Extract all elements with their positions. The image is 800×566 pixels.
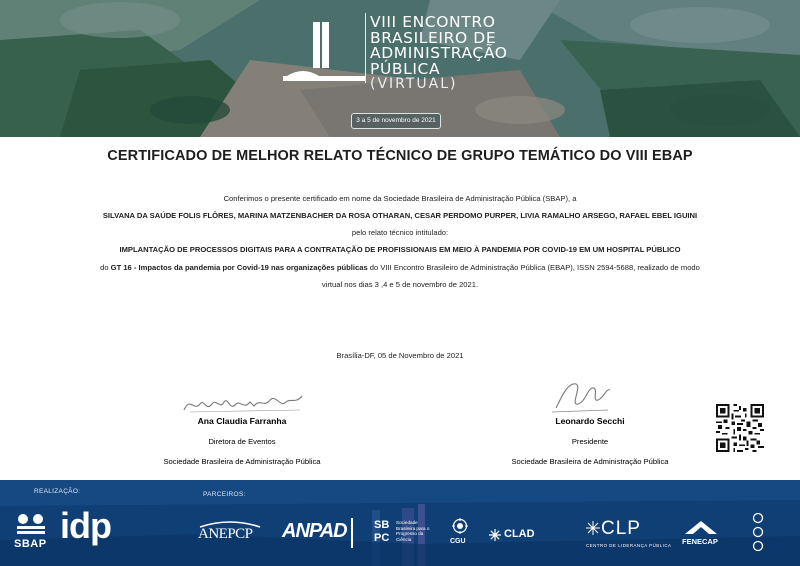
event-title-line-4: PÚBLICA [370, 59, 441, 78]
clp-logo: CLP [601, 518, 641, 539]
signer-organization: Sociedade Brasileira de Administração Pública [511, 457, 669, 466]
signer-role: Presidente [571, 437, 609, 446]
anpad-divider [350, 518, 354, 548]
certificate-gt-line [0, 263, 800, 272]
realizacao-label: REALIZAÇÃO: [34, 488, 81, 495]
signer-role: Diretora de Eventos [208, 437, 276, 446]
signer-name: Ana Claudia Farranha [197, 416, 287, 426]
clp-asterisk-icon [586, 521, 600, 535]
event-virtual-label: (VIRTUAL) [370, 76, 458, 92]
sbpc-caption: Sociedade Brasileira para o Progresso da Ciência [396, 520, 430, 542]
certificate-place-date: Brasília-DF, 05 de Novembro de 2021 [336, 351, 464, 360]
cgu-logo: CGU [450, 538, 466, 545]
event-dates-badge: 3 a 5 de novembro de 2021 [351, 113, 441, 129]
anpad-logo: ANPAD [282, 520, 347, 542]
gt-suffix: do VIII Encontro Brasileiro de Administração Pública (EBAP), ISSN 2594-5688, realizado de modo [367, 263, 700, 272]
sbpc-logo-top: SB [374, 519, 390, 531]
sbpc-logo-bottom: PC [374, 532, 390, 544]
sbap-logo: SBAP [14, 538, 47, 550]
header-banner [0, 0, 800, 137]
circles-partner-logo-icon [751, 512, 765, 556]
gt-prefix: do [100, 263, 111, 272]
qr-code[interactable] [716, 404, 764, 452]
certificate-title: CERTIFICADO DE MELHOR RELATO TÉCNICO DE GRUPO TEMÁTICO DO VIII EBAP [107, 148, 693, 164]
fenecap-logo: FENECAP [682, 537, 718, 546]
certificate-intro: Conferimos o presente certificado em nome da Sociedade Brasileira de Administração Pública (SBAP), a [223, 194, 577, 203]
clp-caption: CENTRO DE LIDERANÇA PÚBLICA [586, 543, 672, 548]
signature-block-1 [112, 416, 372, 466]
idp-logo: idp [60, 505, 111, 546]
congress-building-icon [283, 16, 369, 86]
event-title-line-2: BRASILEIRO DE [370, 28, 497, 47]
signer-organization: Sociedade Brasileira de Administração Pública [163, 457, 321, 466]
logo-divider [363, 13, 369, 83]
certificate-authors: SILVANA DA SAÚDE FOLIS FLÔRES, MARINA MATZENBACHER DA ROSA OTHARAN, CESAR PERDOMO PURPER, LIVIA RAMALHO ARSEGO, RAFAEL EBEL IGUINI [102, 211, 698, 220]
event-title-line-3: ADMINISTRAÇÃO [370, 44, 508, 62]
sbap-symbol-icon [16, 513, 46, 535]
fenecap-roof-icon [684, 519, 718, 535]
cgu-emblem-icon [452, 518, 468, 534]
certificate-report-title: IMPLANTAÇÃO DE PROCESSOS DIGITAIS PARA A CONTRATAÇÃO DE PROFISSIONAIS EM MEIO À PANDEMIA POR COVID-19 EM UM HOSPITAL PÚBLICO [119, 245, 681, 254]
signature-leonardo-secchi [548, 376, 618, 416]
clad-star-icon [489, 529, 501, 541]
certificate-closing: virtual nos dias 3 ,4 e 5 de novembro de 2021. [321, 280, 479, 289]
clad-logo: CLAD [504, 528, 535, 540]
gt-name: GT 16 - Impactos da pandemia por Covid-19 nas organizações públicas [110, 263, 368, 272]
parceiros-label: PARCEIROS: [203, 491, 246, 498]
signature-block-2 [460, 416, 720, 466]
event-logo [283, 8, 513, 104]
signer-name: Leonardo Secchi [555, 416, 625, 426]
footer-partners [0, 480, 800, 566]
anepcp-logo: ANEPCP [198, 526, 253, 542]
certificate-report-intro: pelo relato técnico intitulado: [351, 228, 449, 237]
event-title-line-1: VIII ENCONTRO [370, 13, 496, 31]
